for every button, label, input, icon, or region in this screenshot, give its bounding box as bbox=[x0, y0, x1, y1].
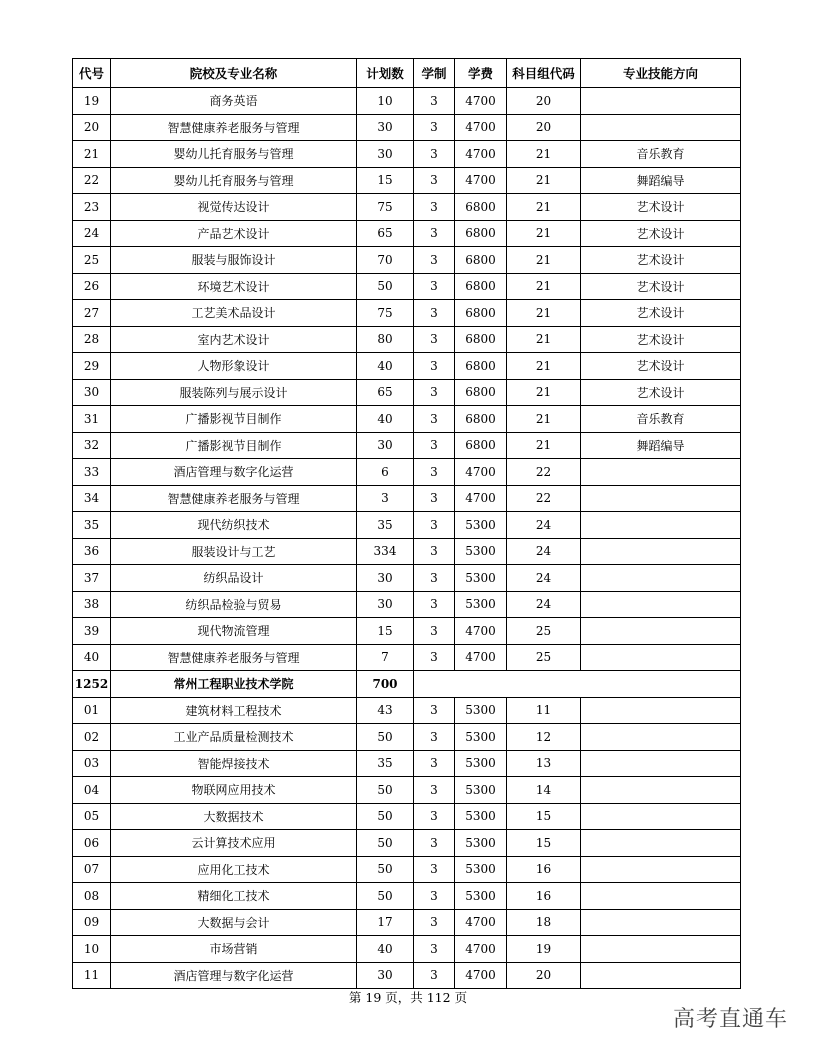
row-skill: 艺术设计 bbox=[581, 247, 741, 274]
row-years: 3 bbox=[414, 644, 455, 671]
row-years: 3 bbox=[414, 220, 455, 247]
row-group: 24 bbox=[507, 512, 581, 539]
row-skill: 艺术设计 bbox=[581, 353, 741, 380]
row-group: 21 bbox=[507, 194, 581, 221]
row-fee: 5300 bbox=[455, 777, 507, 804]
row-group: 24 bbox=[507, 591, 581, 618]
row-fee: 4700 bbox=[455, 485, 507, 512]
row-fee: 5300 bbox=[455, 724, 507, 751]
row-group: 15 bbox=[507, 830, 581, 857]
row-code: 36 bbox=[73, 538, 111, 565]
row-code: 31 bbox=[73, 406, 111, 433]
row-group: 21 bbox=[507, 379, 581, 406]
table-row bbox=[73, 247, 741, 274]
table-row bbox=[73, 459, 741, 486]
row-fee: 5300 bbox=[455, 856, 507, 883]
row-code: 09 bbox=[73, 909, 111, 936]
row-code: 38 bbox=[73, 591, 111, 618]
row-group: 25 bbox=[507, 618, 581, 645]
row-skill bbox=[581, 909, 741, 936]
table-row bbox=[73, 962, 741, 989]
row-skill bbox=[581, 856, 741, 883]
row-years: 3 bbox=[414, 88, 455, 115]
row-plan: 10 bbox=[357, 88, 414, 115]
row-name: 工艺美术品设计 bbox=[111, 300, 357, 327]
row-name: 智慧健康养老服务与管理 bbox=[111, 485, 357, 512]
row-plan: 35 bbox=[357, 750, 414, 777]
table-row bbox=[73, 141, 741, 168]
row-group: 14 bbox=[507, 777, 581, 804]
row-group: 12 bbox=[507, 724, 581, 751]
row-years: 3 bbox=[414, 114, 455, 141]
table-row bbox=[73, 432, 741, 459]
row-group: 24 bbox=[507, 538, 581, 565]
row-name: 人物形象设计 bbox=[111, 353, 357, 380]
row-code: 33 bbox=[73, 459, 111, 486]
row-plan: 50 bbox=[357, 273, 414, 300]
row-skill: 艺术设计 bbox=[581, 194, 741, 221]
row-name: 服装陈列与展示设计 bbox=[111, 379, 357, 406]
row-group: 13 bbox=[507, 750, 581, 777]
row-group: 20 bbox=[507, 962, 581, 989]
row-group: 21 bbox=[507, 406, 581, 433]
row-years: 3 bbox=[414, 962, 455, 989]
row-plan: 65 bbox=[357, 220, 414, 247]
row-name: 云计算技术应用 bbox=[111, 830, 357, 857]
row-name: 视觉传达设计 bbox=[111, 194, 357, 221]
row-plan: 50 bbox=[357, 777, 414, 804]
row-plan: 50 bbox=[357, 883, 414, 910]
row-plan: 75 bbox=[357, 194, 414, 221]
row-skill: 音乐教育 bbox=[581, 141, 741, 168]
row-skill: 音乐教育 bbox=[581, 406, 741, 433]
row-code: 30 bbox=[73, 379, 111, 406]
row-plan: 30 bbox=[357, 565, 414, 592]
row-code: 03 bbox=[73, 750, 111, 777]
row-code: 02 bbox=[73, 724, 111, 751]
row-skill bbox=[581, 697, 741, 724]
row-fee: 6800 bbox=[455, 300, 507, 327]
row-name: 工业产品质量检测技术 bbox=[111, 724, 357, 751]
row-plan: 334 bbox=[357, 538, 414, 565]
row-code: 32 bbox=[73, 432, 111, 459]
row-fee: 6800 bbox=[455, 432, 507, 459]
row-plan: 7 bbox=[357, 644, 414, 671]
row-years: 3 bbox=[414, 856, 455, 883]
row-skill bbox=[581, 618, 741, 645]
row-name: 建筑材料工程技术 bbox=[111, 697, 357, 724]
school-plan: 700 bbox=[357, 671, 414, 698]
table-row bbox=[73, 777, 741, 804]
table-row bbox=[73, 618, 741, 645]
row-group: 20 bbox=[507, 88, 581, 115]
row-fee: 6800 bbox=[455, 247, 507, 274]
row-code: 35 bbox=[73, 512, 111, 539]
header-skill: 专业技能方向 bbox=[581, 59, 741, 88]
row-code: 22 bbox=[73, 167, 111, 194]
row-code: 07 bbox=[73, 856, 111, 883]
row-name: 服装与服饰设计 bbox=[111, 247, 357, 274]
row-code: 29 bbox=[73, 353, 111, 380]
row-skill bbox=[581, 591, 741, 618]
table-row bbox=[73, 512, 741, 539]
row-group: 22 bbox=[507, 485, 581, 512]
row-group: 21 bbox=[507, 141, 581, 168]
row-plan: 15 bbox=[357, 167, 414, 194]
row-group: 21 bbox=[507, 326, 581, 353]
row-name: 现代物流管理 bbox=[111, 618, 357, 645]
table-row bbox=[73, 697, 741, 724]
row-name: 纺织品设计 bbox=[111, 565, 357, 592]
row-fee: 6800 bbox=[455, 353, 507, 380]
row-years: 3 bbox=[414, 618, 455, 645]
row-fee: 6800 bbox=[455, 406, 507, 433]
row-code: 34 bbox=[73, 485, 111, 512]
row-years: 3 bbox=[414, 167, 455, 194]
row-years: 3 bbox=[414, 326, 455, 353]
row-skill bbox=[581, 485, 741, 512]
row-fee: 4700 bbox=[455, 459, 507, 486]
row-years: 3 bbox=[414, 194, 455, 221]
table-row bbox=[73, 565, 741, 592]
row-code: 25 bbox=[73, 247, 111, 274]
table-row bbox=[73, 194, 741, 221]
row-fee: 6800 bbox=[455, 194, 507, 221]
row-code: 24 bbox=[73, 220, 111, 247]
row-plan: 40 bbox=[357, 936, 414, 963]
row-fee: 5300 bbox=[455, 538, 507, 565]
row-group: 20 bbox=[507, 114, 581, 141]
row-code: 20 bbox=[73, 114, 111, 141]
row-fee: 4700 bbox=[455, 936, 507, 963]
row-code: 10 bbox=[73, 936, 111, 963]
table-row bbox=[73, 591, 741, 618]
table-row bbox=[73, 883, 741, 910]
row-name: 环境艺术设计 bbox=[111, 273, 357, 300]
watermark: 高考直通车 bbox=[672, 1007, 788, 1032]
row-fee: 5300 bbox=[455, 512, 507, 539]
row-code: 19 bbox=[73, 88, 111, 115]
row-code: 04 bbox=[73, 777, 111, 804]
row-skill bbox=[581, 777, 741, 804]
row-skill bbox=[581, 644, 741, 671]
row-years: 3 bbox=[414, 803, 455, 830]
row-group: 18 bbox=[507, 909, 581, 936]
row-group: 21 bbox=[507, 220, 581, 247]
row-plan: 65 bbox=[357, 379, 414, 406]
row-code: 21 bbox=[73, 141, 111, 168]
row-plan: 30 bbox=[357, 962, 414, 989]
header-years: 学制 bbox=[414, 59, 455, 88]
row-fee: 4700 bbox=[455, 644, 507, 671]
row-years: 3 bbox=[414, 538, 455, 565]
row-years: 3 bbox=[414, 141, 455, 168]
row-group: 15 bbox=[507, 803, 581, 830]
row-skill bbox=[581, 830, 741, 857]
row-fee: 5300 bbox=[455, 565, 507, 592]
row-fee: 5300 bbox=[455, 591, 507, 618]
row-years: 3 bbox=[414, 485, 455, 512]
row-fee: 5300 bbox=[455, 883, 507, 910]
row-plan: 50 bbox=[357, 803, 414, 830]
row-skill bbox=[581, 114, 741, 141]
row-years: 3 bbox=[414, 459, 455, 486]
row-years: 3 bbox=[414, 936, 455, 963]
row-skill bbox=[581, 538, 741, 565]
table-row bbox=[73, 750, 741, 777]
row-plan: 50 bbox=[357, 856, 414, 883]
row-code: 37 bbox=[73, 565, 111, 592]
row-name: 应用化工技术 bbox=[111, 856, 357, 883]
row-group: 21 bbox=[507, 353, 581, 380]
row-name: 大数据与会计 bbox=[111, 909, 357, 936]
row-skill: 艺术设计 bbox=[581, 220, 741, 247]
header-group: 科目组代码 bbox=[507, 59, 581, 88]
row-name: 物联网应用技术 bbox=[111, 777, 357, 804]
row-plan: 35 bbox=[357, 512, 414, 539]
row-years: 3 bbox=[414, 565, 455, 592]
row-skill: 艺术设计 bbox=[581, 300, 741, 327]
row-plan: 6 bbox=[357, 459, 414, 486]
table-row bbox=[73, 936, 741, 963]
row-group: 21 bbox=[507, 167, 581, 194]
row-fee: 6800 bbox=[455, 379, 507, 406]
row-skill bbox=[581, 883, 741, 910]
row-fee: 6800 bbox=[455, 326, 507, 353]
table-row bbox=[73, 644, 741, 671]
table-row bbox=[73, 273, 741, 300]
row-plan: 80 bbox=[357, 326, 414, 353]
row-group: 25 bbox=[507, 644, 581, 671]
row-group: 21 bbox=[507, 273, 581, 300]
row-code: 11 bbox=[73, 962, 111, 989]
table-row bbox=[73, 88, 741, 115]
row-group: 24 bbox=[507, 565, 581, 592]
row-fee: 4700 bbox=[455, 88, 507, 115]
row-fee: 5300 bbox=[455, 803, 507, 830]
row-fee: 6800 bbox=[455, 220, 507, 247]
row-code: 39 bbox=[73, 618, 111, 645]
header-name: 院校及专业名称 bbox=[111, 59, 357, 88]
row-plan: 30 bbox=[357, 591, 414, 618]
school-name: 常州工程职业技术学院 bbox=[111, 671, 357, 698]
row-name: 婴幼儿托育服务与管理 bbox=[111, 141, 357, 168]
row-name: 室内艺术设计 bbox=[111, 326, 357, 353]
row-skill: 艺术设计 bbox=[581, 379, 741, 406]
row-skill bbox=[581, 962, 741, 989]
row-fee: 4700 bbox=[455, 141, 507, 168]
row-name: 智慧健康养老服务与管理 bbox=[111, 644, 357, 671]
table-row bbox=[73, 353, 741, 380]
row-name: 产品艺术设计 bbox=[111, 220, 357, 247]
row-years: 3 bbox=[414, 591, 455, 618]
row-years: 3 bbox=[414, 432, 455, 459]
row-years: 3 bbox=[414, 300, 455, 327]
row-plan: 30 bbox=[357, 432, 414, 459]
row-name: 市场营销 bbox=[111, 936, 357, 963]
row-code: 23 bbox=[73, 194, 111, 221]
row-group: 16 bbox=[507, 856, 581, 883]
table-row bbox=[73, 724, 741, 751]
row-skill: 舞蹈编导 bbox=[581, 432, 741, 459]
row-plan: 40 bbox=[357, 353, 414, 380]
table-row bbox=[73, 830, 741, 857]
row-code: 01 bbox=[73, 697, 111, 724]
row-years: 3 bbox=[414, 909, 455, 936]
row-group: 22 bbox=[507, 459, 581, 486]
page-footer: 第 19 页，共 112 页 bbox=[348, 990, 468, 1005]
table-row bbox=[73, 909, 741, 936]
row-fee: 4700 bbox=[455, 114, 507, 141]
row-plan: 50 bbox=[357, 724, 414, 751]
row-fee: 4700 bbox=[455, 618, 507, 645]
table-row bbox=[73, 379, 741, 406]
row-code: 08 bbox=[73, 883, 111, 910]
row-code: 40 bbox=[73, 644, 111, 671]
row-skill bbox=[581, 936, 741, 963]
table-row bbox=[73, 220, 741, 247]
row-years: 3 bbox=[414, 750, 455, 777]
table-row bbox=[73, 167, 741, 194]
row-group: 21 bbox=[507, 432, 581, 459]
row-plan: 50 bbox=[357, 830, 414, 857]
row-name: 服装设计与工艺 bbox=[111, 538, 357, 565]
row-name: 酒店管理与数字化运营 bbox=[111, 459, 357, 486]
row-plan: 30 bbox=[357, 141, 414, 168]
row-fee: 4700 bbox=[455, 962, 507, 989]
table-row bbox=[73, 326, 741, 353]
row-name: 纺织品检验与贸易 bbox=[111, 591, 357, 618]
row-years: 3 bbox=[414, 406, 455, 433]
row-code: 28 bbox=[73, 326, 111, 353]
row-years: 3 bbox=[414, 777, 455, 804]
row-years: 3 bbox=[414, 724, 455, 751]
table-row bbox=[73, 803, 741, 830]
row-skill bbox=[581, 459, 741, 486]
row-group: 16 bbox=[507, 883, 581, 910]
row-name: 广播影视节目制作 bbox=[111, 406, 357, 433]
row-name: 精细化工技术 bbox=[111, 883, 357, 910]
row-name: 现代纺织技术 bbox=[111, 512, 357, 539]
row-skill bbox=[581, 88, 741, 115]
row-years: 3 bbox=[414, 697, 455, 724]
row-name: 智能焊接技术 bbox=[111, 750, 357, 777]
row-name: 酒店管理与数字化运营 bbox=[111, 962, 357, 989]
row-fee: 5300 bbox=[455, 750, 507, 777]
header-fee: 学费 bbox=[455, 59, 507, 88]
row-years: 3 bbox=[414, 247, 455, 274]
row-years: 3 bbox=[414, 353, 455, 380]
row-skill bbox=[581, 724, 741, 751]
table-row bbox=[73, 300, 741, 327]
header-plan: 计划数 bbox=[357, 59, 414, 88]
table-row bbox=[73, 538, 741, 565]
row-group: 21 bbox=[507, 300, 581, 327]
row-code: 05 bbox=[73, 803, 111, 830]
row-fee: 4700 bbox=[455, 167, 507, 194]
row-plan: 30 bbox=[357, 114, 414, 141]
table-body bbox=[73, 88, 741, 989]
row-plan: 75 bbox=[357, 300, 414, 327]
row-skill bbox=[581, 803, 741, 830]
row-plan: 3 bbox=[357, 485, 414, 512]
row-name: 智慧健康养老服务与管理 bbox=[111, 114, 357, 141]
row-group: 19 bbox=[507, 936, 581, 963]
row-years: 3 bbox=[414, 273, 455, 300]
row-years: 3 bbox=[414, 512, 455, 539]
row-years: 3 bbox=[414, 830, 455, 857]
row-years: 3 bbox=[414, 379, 455, 406]
header-code: 代号 bbox=[73, 59, 111, 88]
table-row bbox=[73, 856, 741, 883]
row-name: 婴幼儿托育服务与管理 bbox=[111, 167, 357, 194]
row-plan: 17 bbox=[357, 909, 414, 936]
row-fee: 6800 bbox=[455, 273, 507, 300]
row-skill: 艺术设计 bbox=[581, 326, 741, 353]
table-row bbox=[73, 485, 741, 512]
row-skill: 舞蹈编导 bbox=[581, 167, 741, 194]
table-row bbox=[73, 406, 741, 433]
row-fee: 5300 bbox=[455, 830, 507, 857]
row-skill bbox=[581, 512, 741, 539]
row-name: 商务英语 bbox=[111, 88, 357, 115]
row-fee: 5300 bbox=[455, 697, 507, 724]
enrollment-plan-table bbox=[72, 58, 741, 989]
row-plan: 15 bbox=[357, 618, 414, 645]
row-name: 大数据技术 bbox=[111, 803, 357, 830]
school-row bbox=[73, 671, 741, 698]
row-code: 27 bbox=[73, 300, 111, 327]
row-name: 广播影视节目制作 bbox=[111, 432, 357, 459]
row-plan: 70 bbox=[357, 247, 414, 274]
row-years: 3 bbox=[414, 883, 455, 910]
row-skill bbox=[581, 750, 741, 777]
row-group: 21 bbox=[507, 247, 581, 274]
row-skill bbox=[581, 565, 741, 592]
row-skill: 艺术设计 bbox=[581, 273, 741, 300]
row-code: 06 bbox=[73, 830, 111, 857]
school-filler bbox=[414, 671, 741, 698]
row-group: 11 bbox=[507, 697, 581, 724]
row-fee: 4700 bbox=[455, 909, 507, 936]
table-row bbox=[73, 114, 741, 141]
row-plan: 40 bbox=[357, 406, 414, 433]
school-code: 1252 bbox=[73, 671, 111, 698]
table-header-row bbox=[73, 59, 741, 88]
row-code: 26 bbox=[73, 273, 111, 300]
row-plan: 43 bbox=[357, 697, 414, 724]
